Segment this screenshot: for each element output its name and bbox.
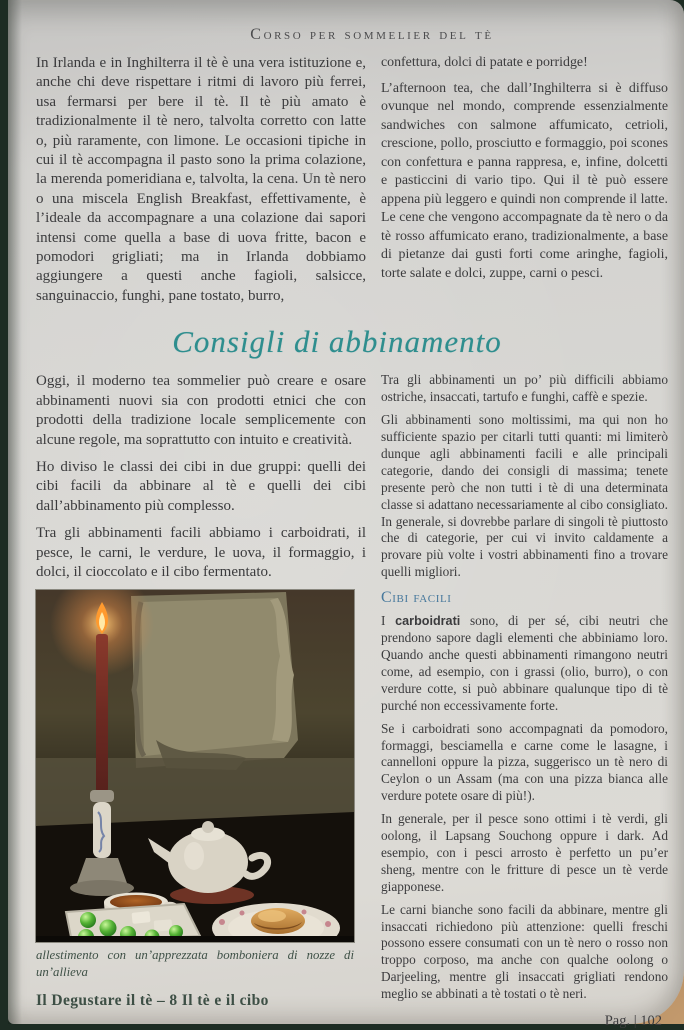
paragraph: In generale, per il pesce sono ottimi i tè verdi, gli oolong, il Lapsang Souchong oppure i dark. Ad esempio, con i pesci arrosto è perfetto un pu’er sheng, mentre con le fritture di pesce un tè verde giapponese.	[381, 811, 668, 894]
paragraph: In Irlanda e in Inghilterra il tè è una vera istituzione e, anche chi deve rispettare i ritmi di lavoro più ferrei, usa fermarsi per bere il tè. Il tè più amato è tradizionalmente il tè nero, talvolta corretto con latte o, più raramente, con limone. Le occasioni tipiche in cui il tè accompagna il pasto sono la prima colazione, la merenda pomeridiana e, talvolta, la cena. Un tè nero o una miscela English Breakfast, effettivamente, è l’ideale da accompagnare a una colazione dai sapori intensi come quella a base di uova fritte, bacon e pomodori grigliati; ma in Irlanda dobbiamo aggiungere a questi anche fagioli, salsicce, sanguinaccio, funghi, pane tostato, burro,	[36, 55, 366, 304]
book-page	[8, 0, 684, 1030]
intro-columns	[36, 54, 668, 314]
tea-photo-figure	[36, 590, 366, 980]
section-columns	[36, 372, 668, 1030]
paragraph: confettura, dolci di patate e porridge!	[381, 55, 588, 70]
page-number: Pag. | 102	[604, 1013, 662, 1030]
chapter-footer: Il Degustare il tè – 8 Il tè e il cibo	[36, 992, 269, 1010]
subheading-cibi-facili: Cibi facili	[381, 589, 452, 607]
paragraph: Gli abbinamenti sono moltissimi, ma qui non ho sufficiente spazio per citarli tutti quanti: mi limiterò dunque agli abbinamenti facili e alle principali categorie, dando dei consigli di massima; tenete presente però che non tutti i tè di una determinata classe si adattano necessariamente al cibo consigliato. In generale, si dovrebbe parlare di singoli tè piuttosto che di categorie, per cui vi invito caldamente a provare più volte i vostri abbinamenti fino a trovare quelli migliori.	[381, 412, 668, 580]
paragraph: Ho diviso le classi dei cibi in due gruppi: quelli dei cibi facili da abbinare al tè e quelli dei cibi dall’abbinamento più complesso.	[36, 458, 366, 514]
paragraph: Tra gli abbinamenti facili abbiamo i carboidrati, il pesce, le carni, le verdure, le uova, il formaggio, i dolci, il cioccolato e il cibo fermentato.	[36, 525, 366, 580]
running-header: Corso per sommelier del tè	[250, 26, 494, 43]
paragraph-prefix: I	[381, 613, 396, 629]
paragraph-rest: sono, di per sé, cibi neutri che prendono sapore dagli elementi che abbiniamo loro. Quando anche questi abbinamenti rimangono neutri come, ad esempio, con i grassi (olio, burro), o con verdure cotte, si può abbinare qualunque tipo di tè purché non eccessivamente forte.	[381, 613, 668, 713]
pillow	[131, 592, 298, 770]
candle	[96, 634, 108, 792]
section-left-column	[36, 372, 366, 1010]
paragraph: Oggi, il moderno tea sommelier può creare e osare abbinamenti nuovi sia con prodotti etnici che con prodotti della tradizione locale semplicemente con alcune regole, ma soprattutto con intuito e creatività.	[36, 373, 366, 448]
intro-left-column	[36, 54, 366, 314]
section-right-column	[381, 372, 668, 1030]
intro-right-column	[381, 54, 668, 290]
paragraph: Le carni bianche sono facili da abbinare, mentre gli insaccati richiedono più attenzione: quelli freschi possono essere consumati con un tè nero o rosso non troppo corposo, ma anche con qualche oolong o Darjeeling, mentre gli insaccati grigliati rendono meglio se abbinati a tè tostati o tè neri.	[381, 901, 668, 1002]
photo-caption: allestimento con un’apprezzata bomboniera di nozze di un’allieva	[36, 948, 354, 979]
paragraph: Tra gli abbinamenti un po’ più difficili abbiamo ostriche, insaccati, tartufo e funghi, caffè e spezie.	[381, 372, 668, 405]
paragraph: Se i carboidrati sono accompagnati da pomodoro, formaggi, besciamella e carne come le lasagne, i cannelloni oppure la pizza, suggerisco un tè nero di Ceylon o un Assam (ma con una pizza bianca alle verdure potete osare di più!).	[381, 720, 668, 804]
section-title-script: Consigli di abbinamento	[172, 324, 502, 360]
paragraph	[381, 613, 668, 714]
bold-term: carboidrati	[395, 614, 461, 629]
tea-still-life-photo	[36, 590, 354, 942]
paragraph: L’afternoon tea, che dall’Inghilterra si è diffuso ovunque nel mondo, comprende essenzialmente sandwiches con salmone affumicato, cetrioli, crescione, pollo, prosciutto e formaggio, poi scones con confettura e panna rappresa, e, infine, dolcetti e pasticcini di vario tipo. Qui il tè può essere appena più leggero e quindi non comprende il latte. Le cene che vengono accompagnate da tè nero o da tè rosso affumicato erano, tradizionalmente, a base di pietanze dai gusti forti come aringhe, fagioli, torte salate e dolci, zuppe, carni o pesci.	[381, 80, 668, 281]
photo-frame-edge	[36, 936, 354, 942]
